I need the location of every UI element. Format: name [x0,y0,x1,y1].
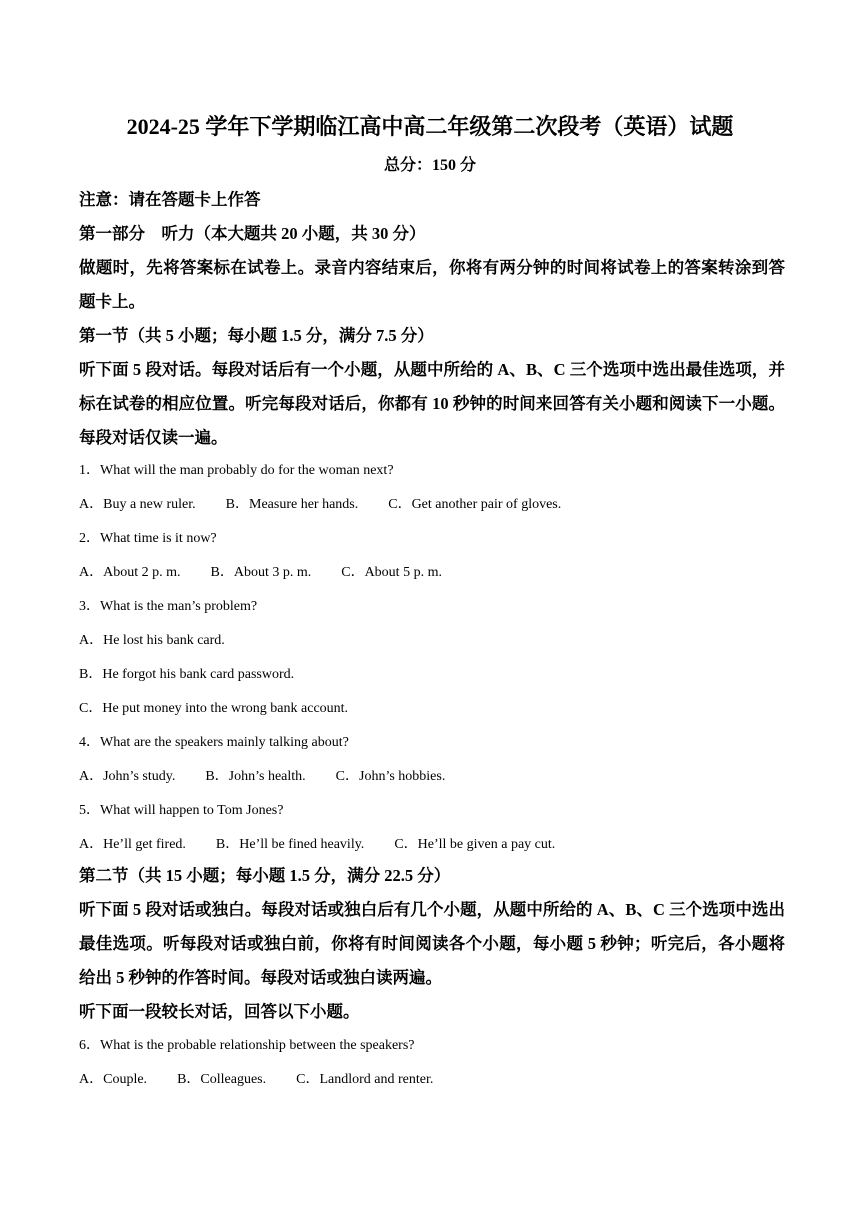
part1-instructions: 做题时，先将答案标在试卷上。录音内容结束后，你将有两分钟的时间将试卷上的答案转涂到答题卡上。 [79,258,785,311]
section2-questions [79,1029,785,1097]
option-b: B．Colleagues. [177,1072,267,1087]
question-options [79,1063,785,1097]
section1-heading: 第一节（共 5 小题；每小题 1.5 分，满分 7.5 分） [79,326,434,345]
section2-intro [79,859,785,1029]
option-c: C．About 5 p. m. [341,565,442,580]
section2-heading: 第二节（共 15 小题；每小题 1.5 分，满分 22.5 分） [79,866,451,885]
notice: 注意：请在答题卡上作答 [79,190,261,209]
option-a: A．About 2 p. m. [79,565,181,580]
option-c: C．Landlord and renter. [296,1072,434,1087]
option-b: B．Measure her hands. [225,497,359,512]
question-stem: 3．What is the man’s problem? [79,599,258,614]
question-stem: 1．What will the man probably do for the woman next? [79,463,394,478]
part1-intro [79,183,785,455]
part1-heading: 第一部分 听力（本大题共 20 小题，共 30 分） [79,224,426,243]
option-a: A．John’s study. [79,769,176,784]
option-c: C．Get another pair of gloves. [388,497,562,512]
option-b: B．He’ll be fined heavily. [215,837,365,852]
total-score: 总分：150 分 [383,157,476,174]
option-a: A．Couple. [79,1072,148,1087]
question-stem: 2．What time is it now? [79,531,217,546]
option-b: B．He forgot his bank card password. [79,667,295,682]
question-stem: 6．What is the probable relationship between the speakers? [79,1038,415,1053]
option-a: A．He’ll get fired. [79,837,186,852]
section2-instructions: 听下面 5 段对话或独白。每段对话或独白后有几个小题，从题中所给的 A、B、C 三个选项中选出最佳选项。听每段对话或独白前，你将有时间阅读各个小题，每小题 5 秒钟；听完后，各小题将给出 5 秒钟的作答时间。每段对话或独白读两遍。 [79,900,785,987]
option-c: C．John’s hobbies. [335,769,446,784]
option-a: A．Buy a new ruler. [79,497,196,512]
section1-questions [79,454,785,862]
option-b: B．About 3 p. m. [210,565,312,580]
exam-title: 2024-25 学年下学期临江高中高二年级第二次段考（英语）试题 [126,114,734,139]
question-options [79,556,785,590]
question-options [79,488,785,522]
question-stem: 5．What will happen to Tom Jones? [79,803,284,818]
section1-instructions: 听下面 5 段对话。每段对话后有一个小题，从题中所给的 A、B、C 三个选项中选出最佳选项，并标在试卷的相应位置。听完每段对话后，你都有 10 秒钟的时间来回答有关小题和阅读下一小题。每段对话仅读一遍。 [79,360,785,447]
option-b: B．John’s health. [205,769,306,784]
question-options [79,760,785,794]
option-a: A．He lost his bank card. [79,633,225,648]
question-stem: 4．What are the speakers mainly talking about? [79,735,349,750]
section2-lead: 听下面一段较长对话，回答以下小题。 [79,1002,360,1021]
option-c: C．He’ll be given a pay cut. [394,837,556,852]
option-c: C．He put money into the wrong bank account. [79,701,349,716]
question-options [79,828,785,862]
